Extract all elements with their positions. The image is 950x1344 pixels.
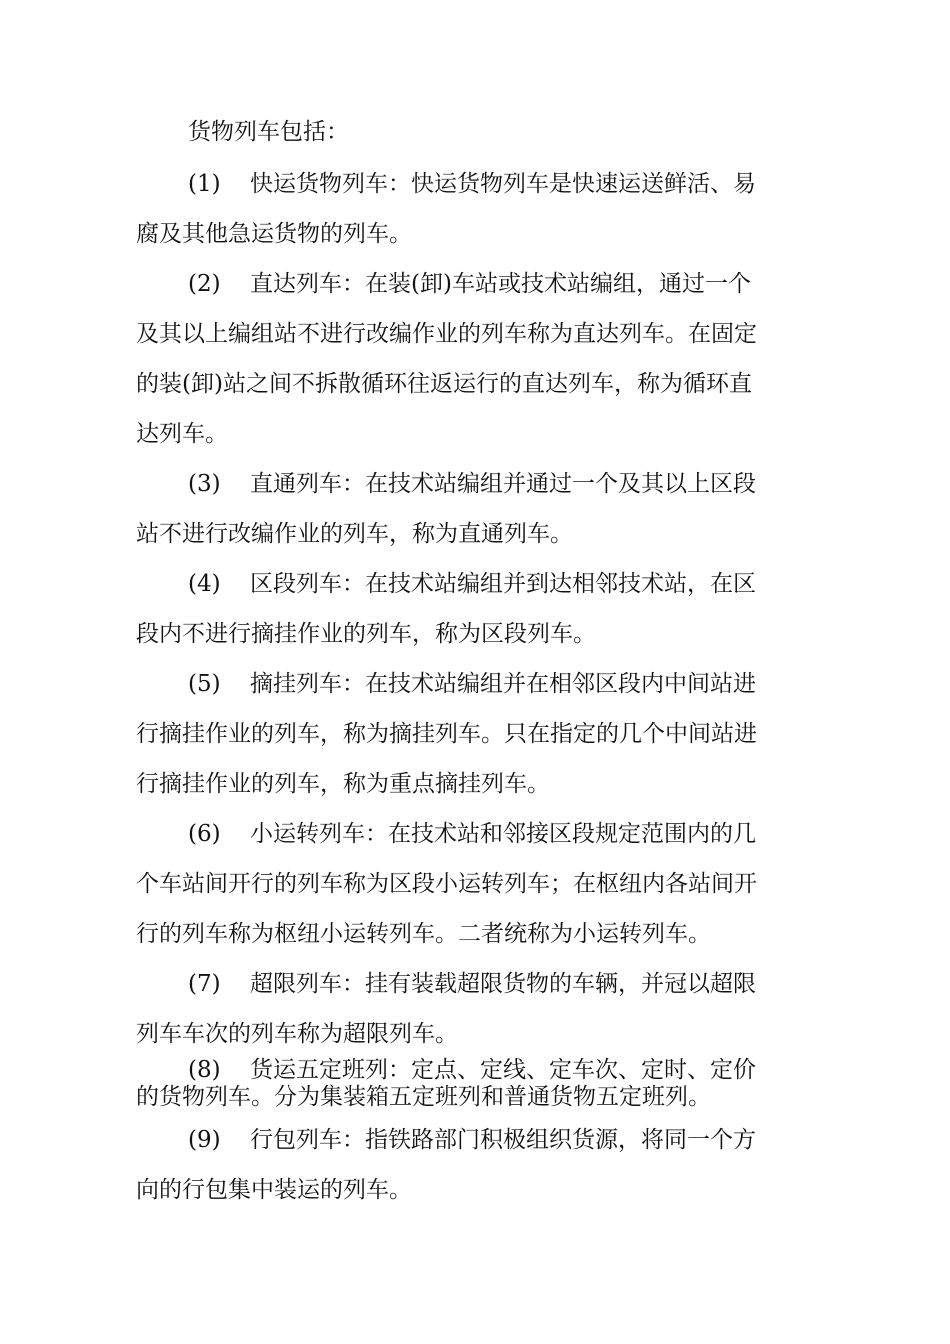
item-8-line-2 — [136, 1082, 711, 1112]
item-2-line-1 — [188, 269, 751, 299]
item-3-line-1 — [188, 469, 756, 499]
item-5-number: (5) — [188, 671, 221, 697]
item-2-text-3: 的装(卸)站之间不拆散循环往返运行的直达列车，称为循环直 — [136, 371, 752, 397]
item-7-line-1 — [188, 969, 756, 999]
item-8-number: (8) — [188, 1057, 221, 1083]
item-3-line-2 — [136, 519, 573, 549]
item-6-text-2: 个车站间开行的列车称为区段小运转列车；在枢纽内各站间开 — [136, 871, 757, 897]
item-6-line-1 — [188, 819, 756, 849]
item-6-number: (6) — [188, 821, 221, 847]
item-3-text-2: 站不进行改编作业的列车，称为直通列车。 — [136, 521, 573, 547]
item-2-text-4: 达列车。 — [136, 421, 228, 447]
item-5-line-1 — [188, 669, 756, 699]
item-7-text-2: 列车车次的列车称为超限列车。 — [136, 1021, 458, 1047]
item-4-line-2 — [136, 619, 596, 649]
item-3-number: (3) — [188, 471, 221, 497]
item-5-text-2: 行摘挂作业的列车，称为摘挂列车。只在指定的几个中间站进 — [136, 721, 757, 747]
item-6-line-2 — [136, 869, 757, 899]
item-1-line-1 — [188, 169, 756, 199]
item-1-number: (1) — [188, 171, 221, 197]
item-7-text-1: 超限列车：挂有装载超限货物的车辆，并冠以超限 — [250, 971, 756, 997]
item-2-line-2 — [136, 319, 757, 349]
intro-line — [188, 117, 349, 147]
item-4-line-1 — [188, 569, 756, 599]
item-7-line-2 — [136, 1019, 458, 1049]
item-6-text-3: 行的列车称为枢纽小运转列车。二者统称为小运转列车。 — [136, 921, 711, 947]
item-5-line-2 — [136, 719, 757, 749]
item-1-text-2: 腐及其他急运货物的列车。 — [136, 221, 412, 247]
intro-text: 货物列车包括： — [188, 119, 349, 145]
item-6-line-3 — [136, 919, 711, 949]
item-9-text-2: 向的行包集中装运的列车。 — [136, 1177, 412, 1203]
item-1-text-1: 快运货物列车：快运货物列车是快速运送鲜活、易 — [250, 171, 756, 197]
item-3-text-1: 直通列车：在技术站编组并通过一个及其以上区段 — [250, 471, 756, 497]
item-9-line-2 — [136, 1175, 412, 1205]
item-1-line-2 — [136, 219, 412, 249]
item-8-line-1 — [188, 1055, 756, 1085]
item-8-text-2: 的货物列车。分为集装箱五定班列和普通货物五定班列。 — [136, 1084, 711, 1110]
item-5-text-1: 摘挂列车：在技术站编组并在相邻区段内中间站进 — [250, 671, 756, 697]
item-4-text-1: 区段列车：在技术站编组并到达相邻技术站，在区 — [250, 571, 756, 597]
item-6-text-1: 小运转列车：在技术站和邻接区段规定范围内的几 — [250, 821, 756, 847]
item-2-line-3 — [136, 369, 752, 399]
item-2-number: (2) — [188, 271, 221, 297]
item-5-line-3 — [136, 769, 550, 799]
item-9-text-1: 行包列车：指铁路部门积极组织货源，将同一个方 — [250, 1127, 756, 1153]
item-2-line-4 — [136, 419, 228, 449]
item-4-text-2: 段内不进行摘挂作业的列车，称为区段列车。 — [136, 621, 596, 647]
item-9-line-1 — [188, 1125, 756, 1155]
item-8-text-1: 货运五定班列：定点、定线、定车次、定时、定价 — [250, 1057, 756, 1083]
item-4-number: (4) — [188, 571, 221, 597]
item-9-number: (9) — [188, 1127, 221, 1153]
item-2-text-1: 直达列车：在装(卸)车站或技术站编组，通过一个 — [250, 271, 751, 297]
item-7-number: (7) — [188, 971, 221, 997]
item-5-text-3: 行摘挂作业的列车，称为重点摘挂列车。 — [136, 771, 550, 797]
item-2-text-2: 及其以上编组站不进行改编作业的列车称为直达列车。在固定 — [136, 321, 757, 347]
